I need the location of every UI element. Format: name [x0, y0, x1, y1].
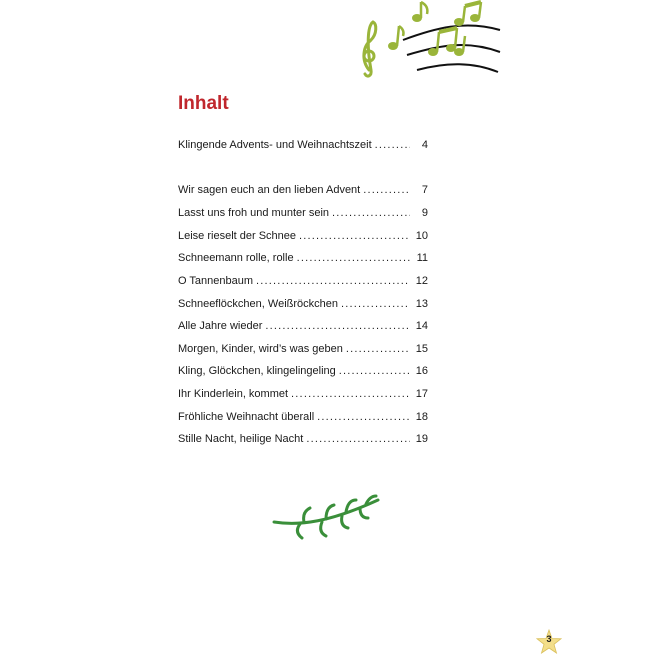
toc-entry[interactable]	[178, 340, 428, 358]
toc-entry-label: Klingende Advents- und Weihnachtszeit	[178, 139, 372, 151]
toc-entry-label: Ihr Kinderlein, kommet	[178, 388, 289, 400]
toc-entry[interactable]	[178, 317, 428, 335]
toc-entry-label: Alle Jahre wieder	[178, 320, 263, 332]
toc-entry-leader	[299, 227, 410, 245]
toc-entry-leader	[317, 408, 410, 426]
toc-entry-leader	[341, 295, 410, 313]
music-notes-icon	[355, 0, 505, 90]
toc-entry[interactable]	[178, 136, 428, 154]
toc-entry[interactable]	[178, 362, 428, 380]
toc-entry-leader	[265, 317, 410, 335]
toc-entry-leader	[346, 340, 410, 358]
toc-entry-page: 13	[415, 298, 428, 310]
page-number: 3	[546, 634, 552, 644]
toc-entry[interactable]	[178, 408, 428, 426]
toc-entry-page: 17	[415, 388, 428, 400]
toc-entry-leader	[291, 385, 410, 403]
toc-entry[interactable]	[178, 430, 428, 448]
toc-entry-leader	[297, 249, 410, 267]
toc-entry-page: 16	[415, 365, 428, 377]
toc-entry-page: 12	[415, 275, 428, 287]
toc-title: Inhalt	[178, 93, 229, 114]
toc-entry[interactable]	[178, 249, 428, 267]
toc-entry-leader	[339, 362, 410, 380]
toc-entry-label: Stille Nacht, heilige Nacht	[178, 433, 304, 445]
leaf-branch-icon	[270, 492, 388, 540]
toc-entry-label: Leise rieselt der Schnee	[178, 230, 297, 242]
toc-entry-leader	[306, 430, 410, 448]
toc-entry-page: 14	[415, 320, 428, 332]
toc-entry-label: Schneeflöckchen, Weißröckchen	[178, 298, 338, 310]
toc-entry-page: 11	[416, 252, 428, 264]
toc-entry-leader	[332, 204, 410, 222]
toc-entry-page: 18	[415, 411, 428, 423]
toc-entry-label: Wir sagen euch an den lieben Advent	[178, 184, 361, 196]
toc-entry[interactable]	[178, 181, 428, 199]
toc-entry-label: Lasst uns froh und munter sein	[178, 207, 330, 219]
toc-entry-page: 19	[415, 433, 428, 445]
toc-entry-page: 10	[415, 230, 428, 242]
toc-entry[interactable]	[178, 295, 428, 313]
toc-entry-page: 7	[421, 184, 428, 196]
toc-entry-page: 4	[421, 139, 428, 151]
toc-entry-leader	[363, 181, 410, 199]
toc-entry-page: 9	[421, 207, 428, 219]
toc-entry-label: Kling, Glöckchen, klingelingeling	[178, 365, 336, 377]
toc-entry-label: O Tannenbaum	[178, 275, 254, 287]
toc-entry-page: 15	[415, 343, 428, 355]
toc-entry[interactable]	[178, 204, 428, 222]
toc-entry[interactable]	[178, 385, 428, 403]
toc-entry-leader	[375, 136, 410, 154]
toc-entry-label: Schneemann rolle, rolle	[178, 252, 294, 264]
toc-entry[interactable]	[178, 272, 428, 290]
toc-entry[interactable]	[178, 227, 428, 245]
toc-entry-label: Fröhliche Weihnacht überall	[178, 411, 315, 423]
toc-entry-leader	[256, 272, 410, 290]
toc-entry-label: Morgen, Kinder, wird’s was geben	[178, 343, 343, 355]
